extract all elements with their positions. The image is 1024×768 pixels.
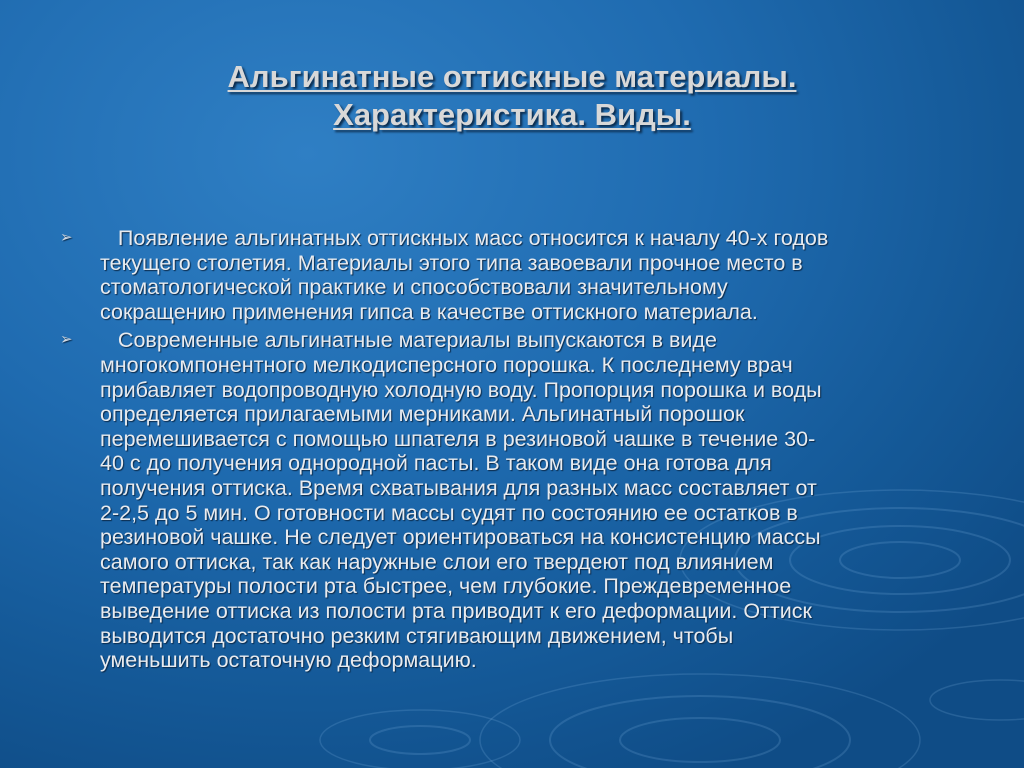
bullet-item-2 [60,328,980,672]
bullet-2-line: выведение оттиска из полости рта приводит к его деформации. Оттиск [100,598,812,623]
bullet-2-line: температуры полости рта быстрее, чем глубокие. Преждевременное [100,574,792,599]
bullet-1-line: текущего столетия. Материалы этого типа завоевали прочное место в [100,250,803,275]
bullet-2-line: 2-2,5 до 5 мин. О готовности массы судят по состоянию ее остатков в [100,500,798,525]
bullet-2-line: резиновой чашке. Не следует ориентироваться на консистенцию массы [100,525,821,550]
bullet-1-line: Появление альгинатных оттискных масс относится к началу 40-х годов [100,226,829,250]
bullet-2-line: самого оттиска, так как наружные слои его твердеют под влиянием [100,549,774,574]
bullet-2-line: Современные альгинатные материалы выпускаются в виде [100,328,717,353]
bullet-2-line: определяется прилагаемыми мерниками. Альгинатный порошок [100,402,745,427]
arrowhead-bullet-icon: ➢ [60,331,73,349]
bullet-2-line: перемешивается с помощью шпателя в резиновой чашке в течение 30- [100,426,816,451]
bullet-2-line: получения оттиска. Время схватывания для разных масс составляет от [100,475,817,500]
bullet-1-line: стоматологической практике и способствовали значительному [100,275,728,300]
arrowhead-bullet-icon: ➢ [60,229,73,246]
bullet-2-line: прибавляет водопроводную холодную воду. Пропорция порошка и воды [100,377,822,402]
bullet-2-line: уменьшить остаточную деформацию. [100,648,477,673]
bullet-2-line: многокомпонентного мелкодисперсного порошка. К последнему врач [100,352,793,377]
bullet-2-line: 40 с до получения однородной пасты. В таком виде она готова для [100,451,772,476]
bullet-list [60,226,980,677]
bullet-1-line: сокращению применения гипса в качестве оттискного материала. [100,299,758,324]
slide-title-line-2: Характеристика. Виды. [333,97,691,132]
slide-title [0,58,1024,134]
bullet-item-1 [60,226,980,324]
bullet-2-line: выводится достаточно резким стягивающим движением, чтобы [100,623,734,648]
slide-title-line-1: Альгинатные оттискные материалы. [227,59,797,94]
